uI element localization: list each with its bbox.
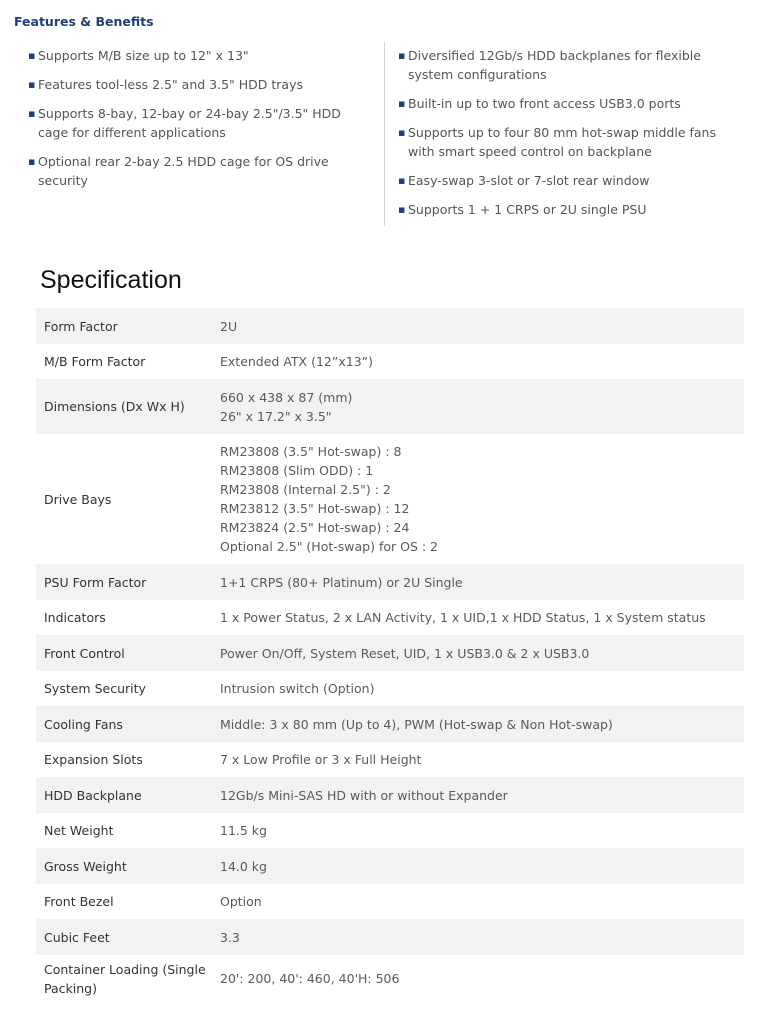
spec-value-line: 3.3 [220,929,240,945]
spec-label: M/B Form Factor [44,354,146,369]
spec-value [220,884,744,919]
spec-value-line: RM23824 (2.5" Hot-swap) : 24 [220,520,410,535]
feature-text: Built-in up to two front access USB3.0 ports [408,96,681,111]
spec-row [36,777,744,813]
spec-label: Form Factor [44,318,118,334]
feature-item [28,46,358,65]
spec-label: Gross Weight [44,858,127,874]
specification-title: Specification [40,266,182,294]
features-list-right [398,46,738,229]
feature-item [398,200,738,219]
spec-value [220,706,744,742]
spec-label: Front Control [44,645,125,661]
spec-value [220,742,744,777]
spec-row [36,742,744,777]
spec-value [220,848,744,884]
spec-row [36,919,744,955]
spec-value-line: Middle: 3 x 80 mm (Up to 4), PWM (Hot-swap & Non Hot-swap) [220,716,613,732]
feature-text: Supports 1 + 1 CRPS or 2U single PSU [408,202,647,217]
features-list-left [28,46,358,200]
bullet-icon: ▪ [398,126,406,139]
spec-value [220,671,744,706]
spec-value [220,813,744,848]
feature-text: Supports up to four 80 mm hot-swap middle fans with smart speed control on backplane [408,125,716,159]
spec-label: Front Bezel [44,894,114,909]
spec-row [36,308,744,344]
spec-value-line: 14.0 kg [220,858,267,874]
spec-label: Cooling Fans [44,716,123,732]
spec-value-line: Option [220,894,262,909]
spec-value-line: 1 x Power Status, 2 x LAN Activity, 1 x UID,1 x HDD Status, 1 x System status [220,610,706,625]
spec-row [36,600,744,635]
feature-item [398,94,738,113]
spec-value [220,955,744,1002]
spec-row [36,344,744,379]
spec-label: Expansion Slots [44,752,143,767]
feature-text: Supports 8-bay, 12-bay or 24-bay 2.5"/3.5" HDD cage for different applications [38,106,341,140]
spec-value-line: Optional 2.5" (Hot-swap) for OS : 2 [220,539,438,554]
spec-label: Net Weight [44,823,114,838]
spec-label: Dimensions (Dx Wx H) [44,399,185,414]
spec-value [220,308,744,344]
specification-table [36,308,744,1002]
feature-item [398,123,738,161]
feature-text: Diversified 12Gb/s HDD backplanes for flexible system configurations [408,48,701,82]
bullet-icon: ▪ [398,174,406,187]
spec-value-line: 2U [220,318,238,334]
bullet-icon: ▪ [28,155,36,168]
spec-value [220,564,744,600]
spec-label: HDD Backplane [44,787,142,803]
spec-value-line: RM23808 (3.5" Hot-swap) : 8 [220,444,402,459]
feature-text: Optional rear 2-bay 2.5 HDD cage for OS drive security [38,154,329,188]
spec-value [220,635,744,671]
spec-value [220,344,744,379]
bullet-icon: ▪ [28,107,36,120]
spec-row [36,564,744,600]
spec-value-line: RM23808 (Slim ODD) : 1 [220,463,374,478]
spec-label: PSU Form Factor [44,574,147,590]
spec-label: Drive Bays [44,491,112,507]
spec-label: Container Loading (Single Packing) [44,961,206,996]
feature-item [28,152,358,190]
spec-value-line: Power On/Off, System Reset, UID, 1 x USB3.0 & 2 x USB3.0 [220,645,590,661]
spec-value-line: Extended ATX (12”x13”) [220,354,374,369]
spec-row [36,635,744,671]
spec-value [220,379,744,434]
feature-text: Easy-swap 3-slot or 7-slot rear window [408,173,650,188]
spec-value-line: 12Gb/s Mini-SAS HD with or without Expander [220,787,508,803]
feature-text: Supports M/B size up to 12" x 13" [38,48,249,63]
spec-value [220,777,744,813]
spec-value-line: 660 x 438 x 87 (mm) [220,389,353,405]
feature-item [28,104,358,142]
feature-item [398,46,738,84]
spec-value-line: 20': 200, 40': 460, 40'H: 506 [220,971,400,986]
spec-row [36,884,744,919]
bullet-icon: ▪ [398,97,406,110]
feature-item [28,75,358,94]
spec-value [220,919,744,955]
spec-value-line: Intrusion switch (Option) [220,681,375,696]
feature-text: Features tool-less 2.5" and 3.5" HDD trays [38,77,303,92]
spec-row [36,671,744,706]
spec-value-line: 1+1 CRPS (80+ Platinum) or 2U Single [220,574,463,590]
bullet-icon: ▪ [398,49,406,62]
spec-label: Indicators [44,610,106,625]
spec-value-line: 11.5 kg [220,823,267,838]
spec-label: System Security [44,681,146,696]
spec-value [220,600,744,635]
features-title: Features & Benefits [14,14,154,29]
spec-row [36,379,744,434]
spec-row [36,813,744,848]
bullet-icon: ▪ [28,49,36,62]
spec-value-line: RM23812 (3.5" Hot-swap) : 12 [220,501,410,516]
specification-table-body [36,308,744,1002]
bullet-icon: ▪ [398,203,406,216]
spec-row [36,955,744,1002]
spec-value [220,434,744,564]
spec-value-line: RM23808 (Internal 2.5") : 2 [220,482,391,497]
spec-row [36,434,744,564]
spec-value-line: 7 x Low Profile or 3 x Full Height [220,752,422,767]
spec-row [36,706,744,742]
feature-item [398,171,738,190]
column-divider [384,42,385,226]
bullet-icon: ▪ [28,78,36,91]
spec-row [36,848,744,884]
spec-label: Cubic Feet [44,929,110,945]
spec-value-line: 26" x 17.2" x 3.5" [220,408,332,424]
